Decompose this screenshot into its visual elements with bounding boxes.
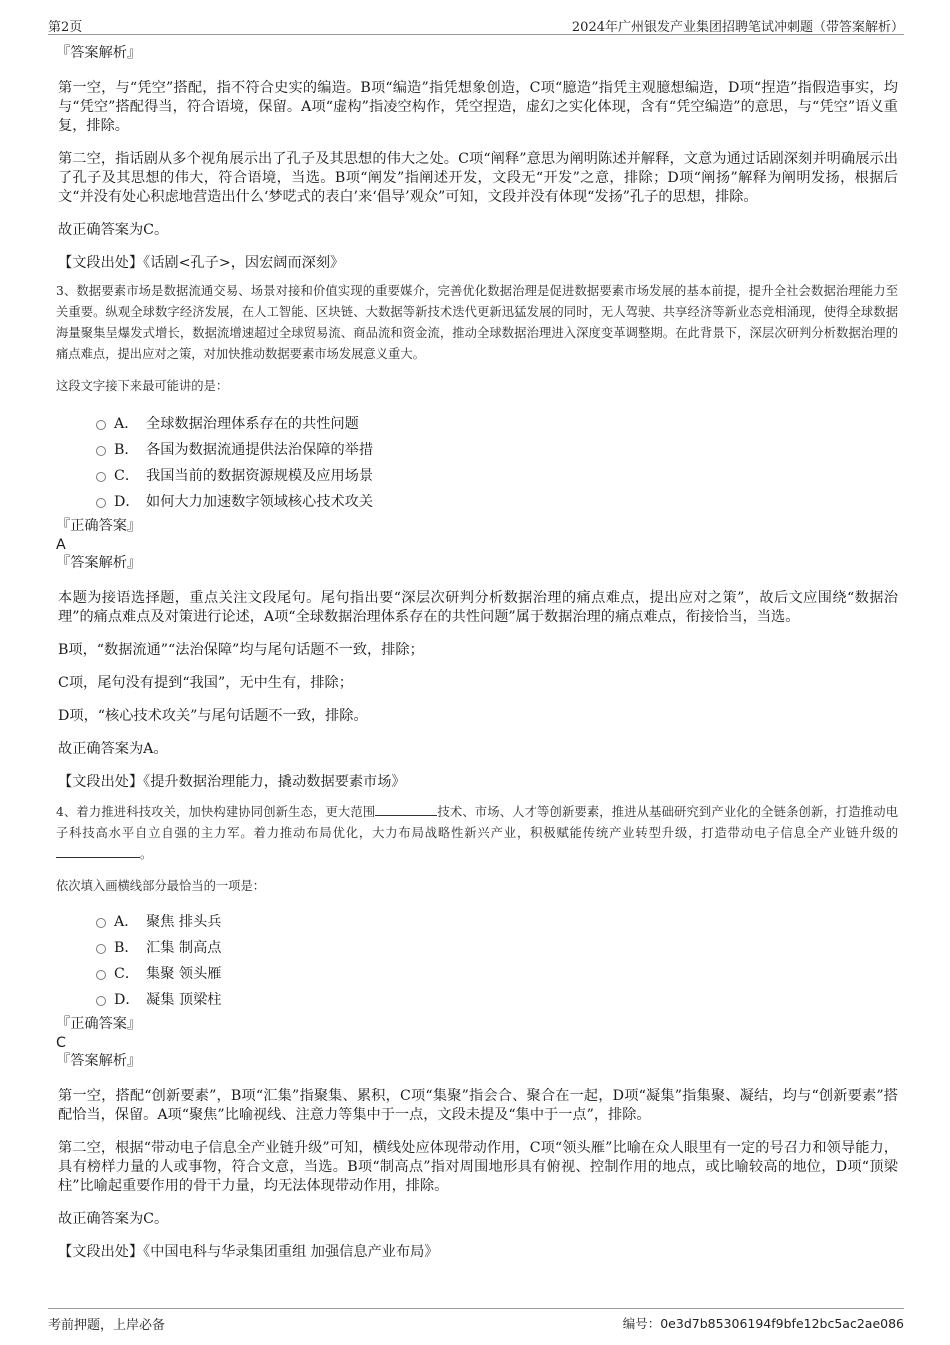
analysis-label: 『答案解析』 (56, 1053, 142, 1069)
source-citation: 【文段出处】《中国电科与华录集团重组 加强信息产业布局》 (58, 1244, 439, 1260)
option-list (96, 411, 898, 515)
analysis-paragraph: 第二空，指话剧从多个视角展示出了孔子及其思想的伟大之处。C项“阐释”意思为阐明陈述并解释，文意为通过话剧深刻并明确展示出了孔子及其思想的伟大，符合语境，当选。B项“阐发”指阐述开发，文段无“开发”之意，排除；D项“阐扬”解释为阐明发扬，根据后文“并没有处心积虑地营造出什么‘梦呓式的表白’来‘倡导’观众”可知，文段并没有体现“发扬”孔子的思想，排除。 (58, 151, 898, 205)
analysis-paragraph: 第二空，根据“带动电子信息全产业链升级”可知，横线处应体现带动作用，C项“领头雁”比喻在众人眼里有一定的号召力和领导能力，具有榜样力量的人或事物，符合文意，当选。B项“制高点”指对周围地形具有俯视、控制作用的地点，或比喻较高的地位，D项“顶梁柱”比喻起重要作用的骨干力量，均无法体现带动作用，排除。 (58, 1140, 898, 1194)
radio-icon[interactable] (96, 498, 106, 508)
option-a[interactable]: A． 全球数据治理体系存在的共性问题 (96, 411, 898, 437)
radio-icon[interactable] (96, 446, 106, 456)
analysis-label: 『答案解析』 (56, 555, 142, 571)
analysis-paragraph: 第一空，搭配“创新要素”，B项“汇集”指聚集、累积，C项“集聚”指会合、聚合在一起，D项“凝集”指集聚、凝结，均与“创新要素”搭配恰当，保留。A项“聚焦”比喻视线、注意力等集中于一点，文段未提及“集中于一点”，排除。 (58, 1088, 898, 1123)
option-d[interactable]: D． 凝集 顶梁柱 (96, 987, 898, 1013)
page-number: 第2页 (48, 20, 83, 35)
correct-answer: A (56, 537, 66, 553)
page-header (48, 14, 904, 35)
analysis-paragraph: 第一空，与“凭空”搭配，指不符合史实的编造。B项“编造”指凭想象创造，C项“臆造”指凭主观臆想编造，D项“捏造”指假造事实，均与“凭空”搭配得当，符合语境，保留。A项“虚构”指凌空构作，凭空捏造，虚幻之实化体现，含有“凭空编造”的意思，与“凭空”语义重复，排除。 (58, 80, 898, 134)
conclusion: 故正确答案为C。 (58, 1211, 169, 1227)
analysis-paragraph: B项，“数据流通”“法治保障”均与尾句话题不一致，排除； (58, 642, 424, 658)
question-text: 3、数据要素市场是数据流通交易、场景对接和价值实现的重要媒介，完善优化数据治理是促进数据要素市场发展的基本前提，提升全社会数据治理能力至关重要。纵观全球数字经济发展，在人工智能、区块链、大数据等新技术迭代更新迅猛发展的同时，无人驾驶、共享经济等新业态竞相涌现，使得全球数据海量聚集呈爆发式增长，数据流增速超过全球贸易流、商品流和资金流，推动全球数据治理进入深度变革调整期。在此背景下，深层次研判分析数据治理的痛点难点，提出应对之策，对加快推动数据要素市场发展意义重大。 (56, 284, 898, 361)
source-citation: 【文段出处】《话剧<孔子>，因宏阔而深刻》 (58, 255, 345, 271)
document-id: 编号：0e3d7b85306194f9bfe12bc5ac2ae086 (622, 1316, 904, 1331)
question-prompt: 这段文字接下来最可能讲的是： (56, 379, 229, 393)
conclusion: 故正确答案为A。 (58, 741, 168, 757)
correct-answer-label: 『正确答案』 (56, 518, 142, 534)
footer-slogan: 考前押题，上岸必备 (48, 1318, 166, 1333)
option-a[interactable]: A． 聚焦 排头兵 (96, 909, 898, 935)
option-c[interactable]: C． 我国当前的数据资源规模及应用场景 (96, 463, 898, 489)
source-citation: 【文段出处】《提升数据治理能力，撬动数据要素市场》 (58, 774, 406, 790)
option-list (96, 909, 898, 1013)
option-b[interactable]: B． 各国为数据流通提供法治保障的举措 (96, 437, 898, 463)
radio-icon[interactable] (96, 420, 106, 430)
conclusion: 故正确答案为C。 (58, 222, 169, 238)
analysis-paragraph: D项，“核心技术攻关”与尾句话题不一致，排除。 (58, 708, 368, 724)
analysis-paragraph: 本题为接语选择题，重点关注文段尾句。尾句指出要“深层次研判分析数据治理的痛点难点，提出应对之策”，故后文应围绕“数据治理”的痛点难点及对策进行论述，A项“全球数据治理体系存在的共性问题”属于数据治理的痛点难点，衔接恰当，当选。 (58, 590, 898, 625)
radio-icon[interactable] (96, 472, 106, 482)
page-footer (48, 1308, 904, 1333)
correct-answer-label: 『正确答案』 (56, 1016, 142, 1032)
radio-icon[interactable] (96, 996, 106, 1006)
option-c[interactable]: C． 集聚 领头雁 (96, 961, 898, 987)
question-text: 4、着力推进科技攻关，加快构建协同创新生态，更大范围 技术、市场、人才等创新要素，推进从基础研究到产业化的全链条创新，打造推动电子科技高水平自立自强的主力军。着力推动布局优化，大力布局战略性新兴产业，积极赋能传统产业转型升级，打造带动电子信息全产业链升级的。 (56, 805, 898, 861)
radio-icon[interactable] (96, 944, 106, 954)
option-b[interactable]: B． 汇集 制高点 (96, 935, 898, 961)
page-content (56, 44, 898, 1262)
analysis-paragraph: C项，尾句没有提到“我国”，无中生有，排除； (58, 675, 353, 691)
radio-icon[interactable] (96, 970, 106, 980)
correct-answer: C (56, 1035, 66, 1051)
option-d[interactable]: D． 如何大力加速数字领域核心技术攻关 (96, 489, 898, 515)
document-title: 2024年广州银发产业集团招聘笔试冲刺题（带答案解析） (571, 20, 904, 35)
blank-line (56, 845, 140, 858)
radio-icon[interactable] (96, 918, 106, 928)
blank-line (375, 803, 437, 816)
analysis-label: 『答案解析』 (56, 45, 142, 61)
question-prompt: 依次填入画横线部分最恰当的一项是： (56, 879, 266, 893)
